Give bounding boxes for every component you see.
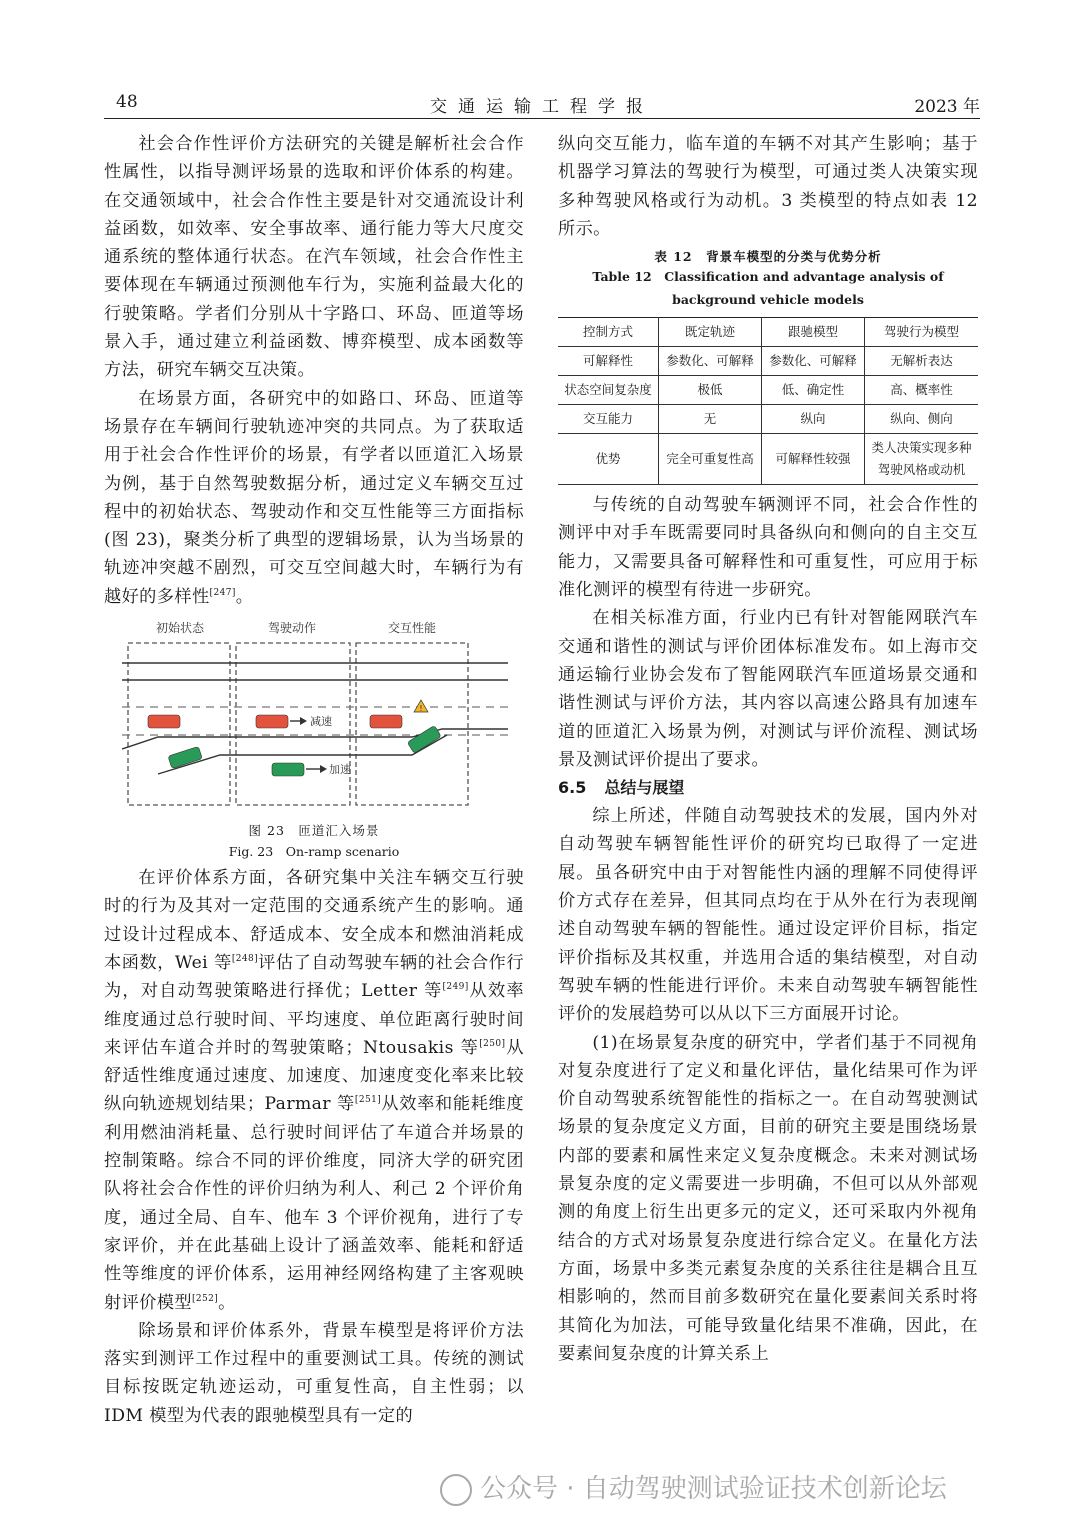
table-cell: 参数化、可解释 (659, 347, 762, 376)
table-cell: 可解释性 (558, 347, 659, 376)
section-number: 6.5 (558, 778, 587, 798)
main-lane-vehicle (370, 715, 402, 728)
table-cell: 类人决策实现多种驾驶风格或动机 (865, 434, 979, 485)
section-heading (558, 774, 978, 802)
citation: [247] (209, 587, 236, 598)
table-cell: 控制方式 (558, 318, 659, 347)
table-cell: 纵向、侧向 (865, 405, 979, 434)
citation: [252] (191, 1293, 219, 1304)
paragraph: (1)在场景复杂度的研究中，学者们基于不同视角对复杂度进行了定义和量化评估，量化结果可作为评价自动驾驶系统智能性的指标之一。在自动驾驶测试场景的复杂度定义方面，目前的研究主要是围绕场景内部的要素和属性来定义复杂度概念。未来对测试场景复杂度的定义需要进一步明确，不但可以从外部观测的角度上衍生出更多元的定义，还可采取内外视角结合的方式对场景复杂度进行综合定义。在量化方法方面，场景中多类元素复杂度的关系往往是耦合且互相影响的，然而目前多数研究在量化要素间关系时将其简化为加法，可能导致量化结果不准确，因此，在要素间复杂度的计算关系上 (558, 1032, 978, 1364)
table-cell: 低、确定性 (762, 376, 865, 405)
on-ramp-diagram (122, 619, 512, 815)
panel-label-interaction: 交互性能 (387, 621, 437, 636)
table-cell: 交互能力 (558, 405, 659, 434)
table-cell: 跟驰模型 (762, 318, 865, 347)
table-caption-en: Table 12 Classification and advantage analysis of background vehicle models (592, 269, 944, 308)
figure-caption-cn: 图 23 匝道汇入场景 (248, 823, 380, 839)
running-header (104, 88, 980, 119)
table-row (558, 376, 978, 405)
svg-text:减速: 减速 (310, 715, 332, 729)
ramp-edge-upper (122, 729, 508, 749)
table-cell: 极低 (659, 376, 762, 405)
section-title: 总结与展望 (604, 778, 685, 798)
table-caption-cn: 表 12 背景车模型的分类与优势分析 (654, 249, 882, 265)
figure-caption-en: Fig. 23 On-ramp scenario (228, 844, 400, 860)
journal-title: 交通运输工程学报 (430, 97, 654, 117)
table-cell: 完全可重复性高 (659, 434, 762, 485)
panel-label-initial: 初始状态 (155, 621, 205, 636)
decelerate-arrow (290, 714, 332, 728)
paragraph: 纵向交互能力，临车道的车辆不对其产生影响；基于机器学习算法的驾驶行为模型，可通过类人决策实现多种驾驶风格或行为动机。3 类模型的特点如表 12 所示。 (558, 134, 978, 239)
paragraph: 在场景方面，各研究中的如路口、环岛、匝道等场景存在车辆间行驶轨迹冲突的共同点。为了获取适用于社会合作性评价的场景，有学者以匝道汇入场景为例，基于自然驾驶数据分析，通过定义车辆交互过程中的初始状态、驾驶动作和交互性能等三方面指标(图 23)，聚类分析了典型的逻辑场景，认为当场景的轨迹冲突越不剧烈，可交互空间越大时，车辆行为有越好的多样性[247]。 (104, 388, 524, 607)
table-cell: 无 (659, 405, 762, 434)
table-cell: 可解释性较强 (762, 434, 865, 485)
table-cell: 高、概率性 (865, 376, 979, 405)
ramp-vehicle (272, 763, 304, 776)
table-cell: 参数化、可解释 (762, 347, 865, 376)
table-row (558, 318, 978, 347)
watermark: 公众号 · 自动驾驶测试验证技术创新论坛 (440, 1468, 1060, 1508)
paragraph: 在评价体系方面，各研究集中关注车辆交互行驶时的行为及其对一定范围的交通系统产生的影响。通过设计过程成本、舒适成本、安全成本和燃油消耗成本函数，Wei 等[248]评估了自动驾驶车辆的社会合作行为，对自动驾驶策略进行择优；Letter 等[249]从效率维度通过总行驶时间、平均速度、单位距离行驶时间来评估车道合并时的驾驶策略；Ntousakis 等[250]从舒适性维度通过速度、加速度、加速度变化率来比较纵向轨迹规划结果；Parmar 等[251]从效率和能耗维度利用燃油消耗量、总行驶时间评估了车道合并场景的控制策略。综合不同的评价维度，同济大学的研究团队将社会合作性的评价归纳为利人、利己 2 个评价角度，通过全局、自车、他车 3 个评价视角，进行了专家评价，并在此基础上设计了涵盖效率、能耗和舒适性等维度的评价体系，运用神经网络构建了主客观映射评价模型[252]。 (104, 868, 525, 1313)
table-row (558, 347, 978, 376)
citation: [248] (231, 953, 259, 964)
wechat-icon (440, 1474, 472, 1506)
table-cell: 既定轨迹 (659, 318, 762, 347)
table-cell: 状态空间复杂度 (558, 376, 659, 405)
table-cell: 无解析表达 (865, 347, 979, 376)
right-column (558, 130, 978, 1368)
table-cell: 优势 (558, 434, 659, 485)
svg-text:加速: 加速 (329, 763, 351, 777)
citation: [251] (354, 1095, 382, 1106)
left-column (104, 130, 524, 1430)
table-cell: 驾驶行为模型 (865, 318, 979, 347)
panel-box-action (236, 643, 350, 805)
table-cell: 纵向 (762, 405, 865, 434)
paragraph: 社会合作性评价方法研究的关键是解析社会合作性属性，以指导测评场景的选取和评价体系的构建。在交通领域中，社会合作性主要是针对交通流设计利益函数，如效率、安全事故率、通行能力等大尺度交通系统的整体通行状态。在汽车领域，社会合作性主要体现在车辆通过预测他车行为，实施利益最大化的行驶策略。学者们分别从十字路口、环岛、匝道等场景入手，通过建立利益函数、博弈模型、成本函数等方法，研究车辆交互决策。 (104, 134, 524, 381)
svg-text:!: ! (419, 704, 423, 714)
table-12 (558, 317, 978, 485)
main-lane-vehicle (256, 715, 288, 728)
page-number: 48 (116, 92, 138, 112)
paragraph: 除场景和评价体系外，背景车模型是将评价方法落实到测评工作过程中的重要测试工具。传统的测试目标按既定轨迹运动，可重复性高，自主性弱；以 IDM 模型为代表的跟驰模型具有一定的 (104, 1320, 524, 1426)
ramp-vehicle (407, 725, 441, 753)
citation: [250] (479, 1038, 506, 1049)
main-lane-vehicle (148, 715, 180, 728)
citation: [249] (442, 982, 469, 993)
accelerate-arrow (306, 762, 351, 776)
table-row (558, 405, 978, 434)
figure-23 (104, 619, 524, 815)
panel-label-action: 驾驶动作 (267, 621, 317, 636)
paragraph: 与传统的自动驾驶车辆测评不同，社会合作性的测评中对手车既需要同时具备纵向和侧向的自主交互能力，又需要具备可解释性和可重复性，可应用于标准化测评的模型有待进一步研究。 (558, 495, 978, 601)
journal-year: 2023 年 (914, 97, 980, 117)
table-row (558, 434, 978, 485)
paragraph: 综上所述，伴随自动驾驶技术的发展，国内外对自动驾驶车辆智能性评价的研究均已取得了一定进展。虽各研究中由于对智能性内涵的理解不同使得评价方式存在差异，但其同点均在于从外在行为表现阐述自动驾驶车辆的智能性。通过设定评价目标，指定评价指标及其权重，并选用合适的集结模型，对自动驾驶车辆的性能进行评价。未来自动驾驶车辆智能性评价的发展趋势可以从以下三方面展开讨论。 (558, 806, 978, 1025)
paragraph: 在相关标准方面，行业内已有针对智能网联汽车交通和谐性的测试与评价团体标准发布。如上海市交通运输行业协会发布了智能网联汽车匝道场景交通和谐性测试与评价方法，其内容以高速公路具有加速车道的匝道汇入场景为例，对测试与评价流程、测试场景及测试评价提出了要求。 (558, 608, 978, 770)
